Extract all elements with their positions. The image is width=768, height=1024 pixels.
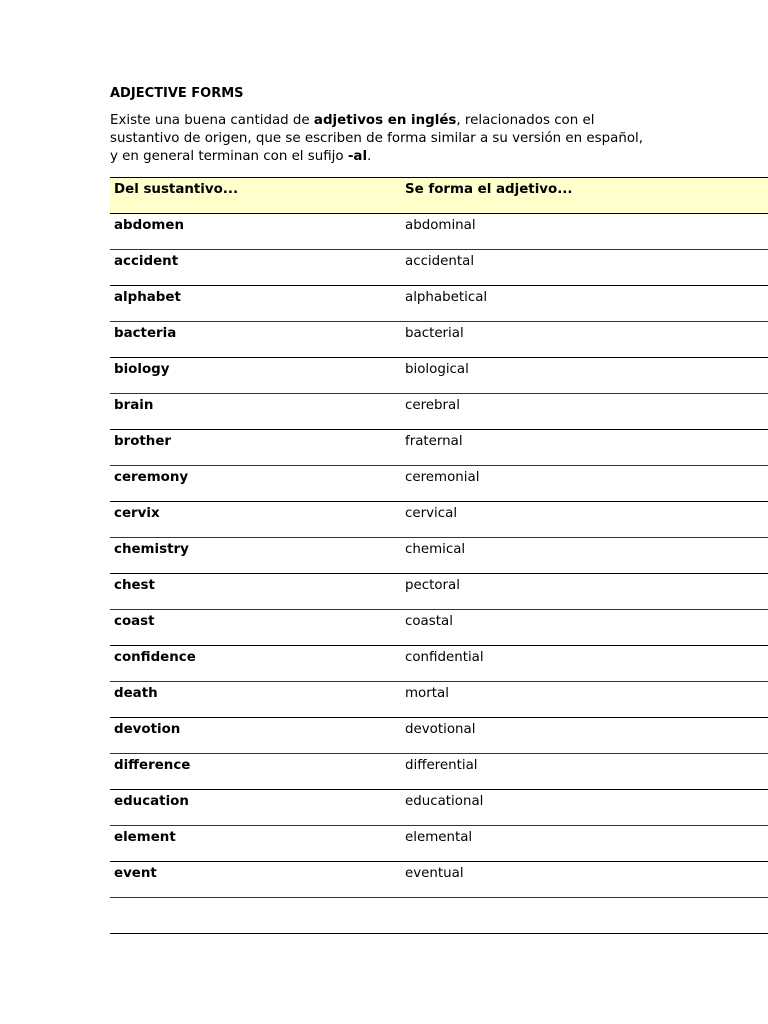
table-header-row (110, 178, 768, 214)
noun-cell: coast (114, 614, 155, 629)
adjective-cell: fraternal (405, 434, 463, 449)
adjective-cell: cerebral (405, 398, 460, 413)
table-row (110, 862, 768, 898)
table-row (110, 610, 768, 646)
intro-bold-1: adjetivos en inglés (313, 113, 457, 128)
table-row (110, 358, 768, 394)
adjective-cell: coastal (405, 614, 453, 629)
table-row (110, 250, 768, 286)
table-row (110, 502, 768, 538)
adjective-cell: bacterial (405, 326, 464, 341)
adjective-table (110, 177, 768, 934)
noun-cell: alphabet (114, 290, 181, 305)
adjective-cell: mortal (405, 686, 449, 701)
table-row (110, 538, 768, 574)
adjective-cell: accidental (405, 254, 475, 269)
header-noun: Del sustantivo... (114, 182, 239, 197)
noun-cell: chest (114, 578, 155, 593)
adjective-cell: pectoral (405, 578, 460, 593)
table-body (110, 214, 768, 934)
noun-cell: bacteria (114, 326, 177, 341)
adjective-cell: chemical (405, 542, 466, 557)
table-row (110, 682, 768, 718)
intro-text-1: Existe una buena cantidad de (110, 113, 314, 128)
table-row (110, 898, 768, 934)
noun-cell: brain (114, 398, 154, 413)
adjective-cell: differential (405, 758, 478, 773)
table-row (110, 214, 768, 250)
noun-cell: chemistry (114, 542, 189, 557)
noun-cell: abdomen (114, 218, 184, 233)
adjective-cell: elemental (405, 830, 473, 845)
table-row (110, 826, 768, 862)
table-row (110, 466, 768, 502)
noun-cell: devotion (114, 722, 181, 737)
adjective-cell: ceremonial (405, 470, 480, 485)
intro-text-3: . (367, 149, 372, 164)
intro-paragraph (110, 112, 650, 166)
page-title: ADJECTIVE FORMS (110, 86, 244, 101)
noun-cell: brother (114, 434, 172, 449)
adjective-cell: cervical (405, 506, 458, 521)
noun-cell: death (114, 686, 158, 701)
header-adjective: Se forma el adjetivo... (405, 182, 573, 197)
table-row (110, 394, 768, 430)
noun-cell: accident (114, 254, 179, 269)
adjective-cell: confidential (405, 650, 484, 665)
adjective-cell: eventual (405, 866, 464, 881)
header-separator (401, 178, 402, 213)
table-row (110, 790, 768, 826)
table-row (110, 286, 768, 322)
noun-cell: difference (114, 758, 191, 773)
noun-cell: education (114, 794, 189, 809)
table-row (110, 646, 768, 682)
table-row (110, 718, 768, 754)
adjective-cell: alphabetical (405, 290, 488, 305)
noun-cell: ceremony (114, 470, 189, 485)
table-row (110, 322, 768, 358)
table-row (110, 574, 768, 610)
adjective-cell: educational (405, 794, 484, 809)
noun-cell: cervix (114, 506, 160, 521)
intro-bold-2: -al (347, 149, 368, 164)
adjective-cell: devotional (405, 722, 476, 737)
adjective-cell: abdominal (405, 218, 476, 233)
noun-cell: biology (114, 362, 170, 377)
noun-cell: event (114, 866, 157, 881)
noun-cell: element (114, 830, 176, 845)
noun-cell: confidence (114, 650, 196, 665)
adjective-cell: biological (405, 362, 469, 377)
table-row (110, 430, 768, 466)
intro-text-2: , relacionados con el sustantivo de origen, que se escriben de forma similar a su versión en español, y en general terminan con el sufijo (110, 113, 643, 164)
table-row (110, 754, 768, 790)
